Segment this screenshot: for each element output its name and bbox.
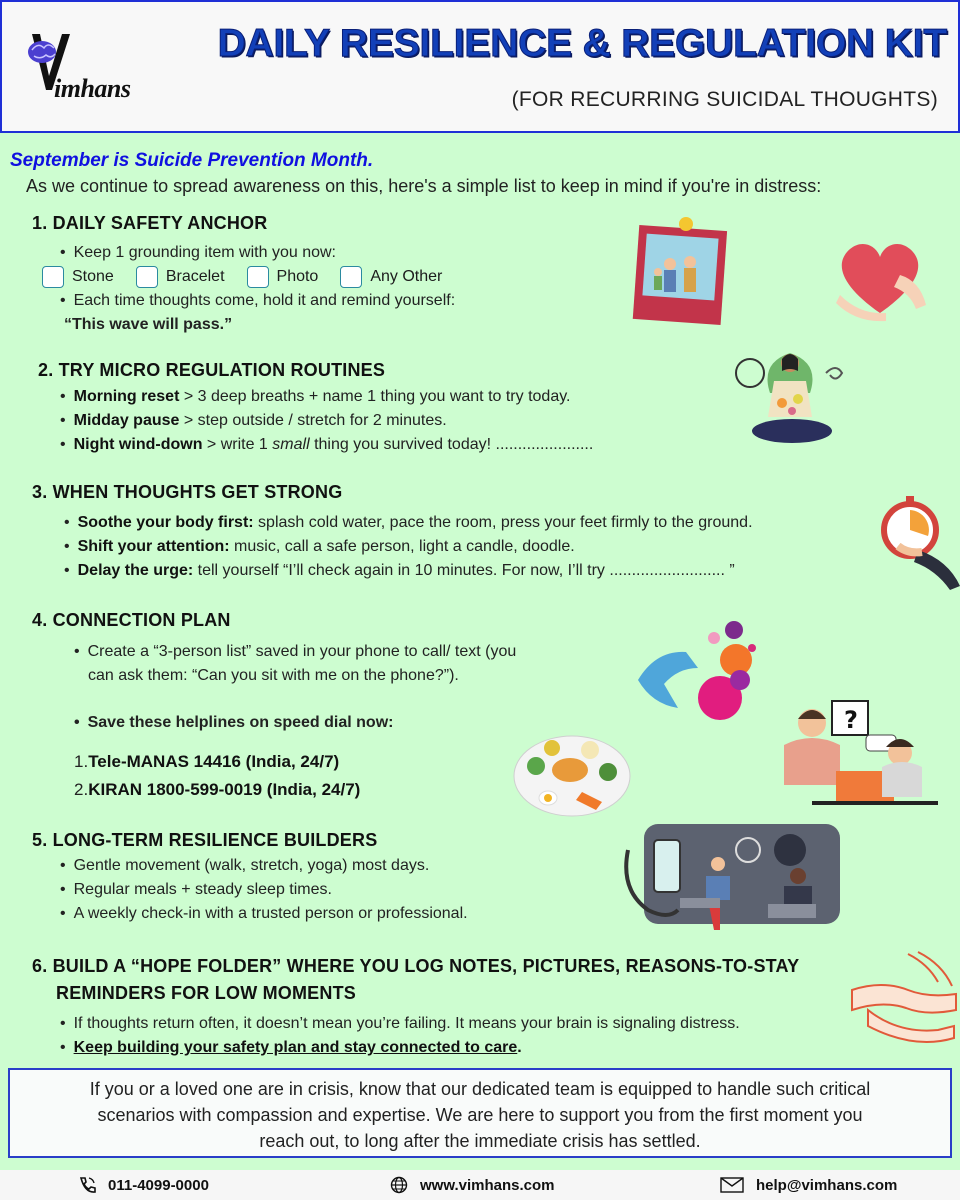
brand-name: imhans (54, 74, 131, 103)
s6-bullet-2: • Keep building your safety plan and stay connected to care. (60, 1039, 522, 1057)
footer (0, 1170, 960, 1200)
vimhans-logo (24, 28, 154, 108)
s5-item-1: • Gentle movement (walk, stretch, yoga) most days. (60, 857, 429, 875)
section-2-heading: 2. TRY MICRO REGULATION ROUTINES (38, 360, 386, 380)
phone-icon (78, 1176, 96, 1194)
option-photo[interactable]: Photo (247, 266, 319, 288)
therapy-session-illustration (618, 820, 840, 938)
checkbox[interactable] (340, 266, 362, 288)
s4-bullet-1a: • Create a “3-person list” saved in your phone to call/ text (you (74, 643, 516, 661)
section-6-heading-b: REMINDERS FOR LOW MOMENTS (56, 983, 356, 1003)
header (0, 0, 960, 133)
s5-item-3: • A weekly check-in with a trusted person or professional. (60, 905, 468, 923)
section-6-heading-a: 6. BUILD A “HOPE FOLDER” WHERE YOU LOG NOTES, PICTURES, REASONS-TO-STAY (32, 956, 800, 976)
meditation-illustration (730, 333, 852, 455)
heart-hands-illustration (830, 235, 930, 323)
page-subtitle: (FOR RECURRING SUICIDAL THOUGHTS) (511, 88, 938, 111)
section-4-heading: 4. CONNECTION PLAN (32, 610, 231, 630)
stopwatch-illustration (878, 490, 960, 590)
s4-bullet-2: • Save these helplines on speed dial now: (74, 714, 393, 732)
healthy-meal-illustration (512, 726, 632, 818)
section-5-heading: 5. LONG-TERM RESILIENCE BUILDERS (32, 830, 378, 850)
s3-item-1: • Soothe your body first: splash cold water, pace the room, press your feet firmly to the ground. (64, 514, 753, 532)
grounding-item-options (42, 266, 464, 288)
page-title: DAILY RESILIENCE & REGULATION KIT (217, 22, 947, 65)
s2-item-2: • Midday pause > step outside / stretch for 2 minutes. (60, 412, 447, 430)
s1-bullet-1: • Keep 1 grounding item with you now: (60, 244, 336, 262)
checkbox[interactable] (247, 266, 269, 288)
connection-hands-illustration (632, 620, 762, 732)
helpline-1: 1.Tele-MANAS 14416 (India, 24/7) (74, 752, 340, 771)
s1-quote: “This wave will pass.” (64, 316, 233, 333)
intro-title: September is Suicide Prevention Month. (10, 150, 374, 171)
s4-bullet-1b: can ask them: “Can you sit with me on the phone?”). (88, 667, 459, 684)
footer-website[interactable]: www.vimhans.com (390, 1176, 554, 1194)
globe-icon (390, 1176, 408, 1194)
footer-email[interactable]: help@vimhans.com (720, 1176, 897, 1194)
s3-item-3: • Delay the urge: tell yourself “I’ll check again in 10 minutes. For now, I’ll try .......................... ” (64, 562, 735, 580)
helpline-call-illustration (762, 695, 942, 811)
s1-bullet-2: • Each time thoughts come, hold it and remind yourself: (60, 292, 455, 310)
s2-item-3: • Night wind-down > write 1 small thing you survived today! ...................... (60, 436, 593, 454)
checkbox[interactable] (136, 266, 158, 288)
crisis-line-2: scenarios with compassion and expertise. We are here to support you from the first moment you (97, 1105, 863, 1125)
intro-text: As we continue to spread awareness on this, here's a simple list to keep in mind if you're in distress: (26, 176, 822, 196)
s3-item-2: • Shift your attention: music, call a safe person, light a candle, doodle. (64, 538, 575, 556)
holding-hands-illustration (848, 950, 960, 1046)
option-stone[interactable]: Stone (42, 266, 114, 288)
s2-item-1: • Morning reset > 3 deep breaths + name 1 thing you want to try today. (60, 388, 570, 406)
helpline-2: 2.KIRAN 1800-599-0019 (India, 24/7) (74, 780, 361, 799)
section-3-heading: 3. WHEN THOUGHTS GET STRONG (32, 482, 343, 502)
crisis-line-1: If you or a loved one are in crisis, know that our dedicated team is equipped to handle such critical (89, 1079, 871, 1099)
crisis-line-3: reach out, to long after the immediate crisis has settled. (259, 1131, 701, 1151)
crisis-message-box (8, 1068, 952, 1158)
s5-item-2: • Regular meals + steady sleep times. (60, 881, 332, 899)
svg-text:?: ? (844, 706, 858, 734)
checkbox[interactable] (42, 266, 64, 288)
mail-icon (720, 1176, 744, 1194)
footer-phone[interactable]: 011-4099-0000 (78, 1176, 209, 1194)
option-bracelet[interactable]: Bracelet (136, 266, 225, 288)
family-photo-illustration (630, 214, 730, 326)
s6-bullet-1: • If thoughts return often, it doesn’t mean you’re failing. It means your brain is signaling distress. (60, 1015, 740, 1033)
option-any-other[interactable]: Any Other (340, 266, 442, 288)
section-1-heading: 1. DAILY SAFETY ANCHOR (32, 213, 268, 233)
